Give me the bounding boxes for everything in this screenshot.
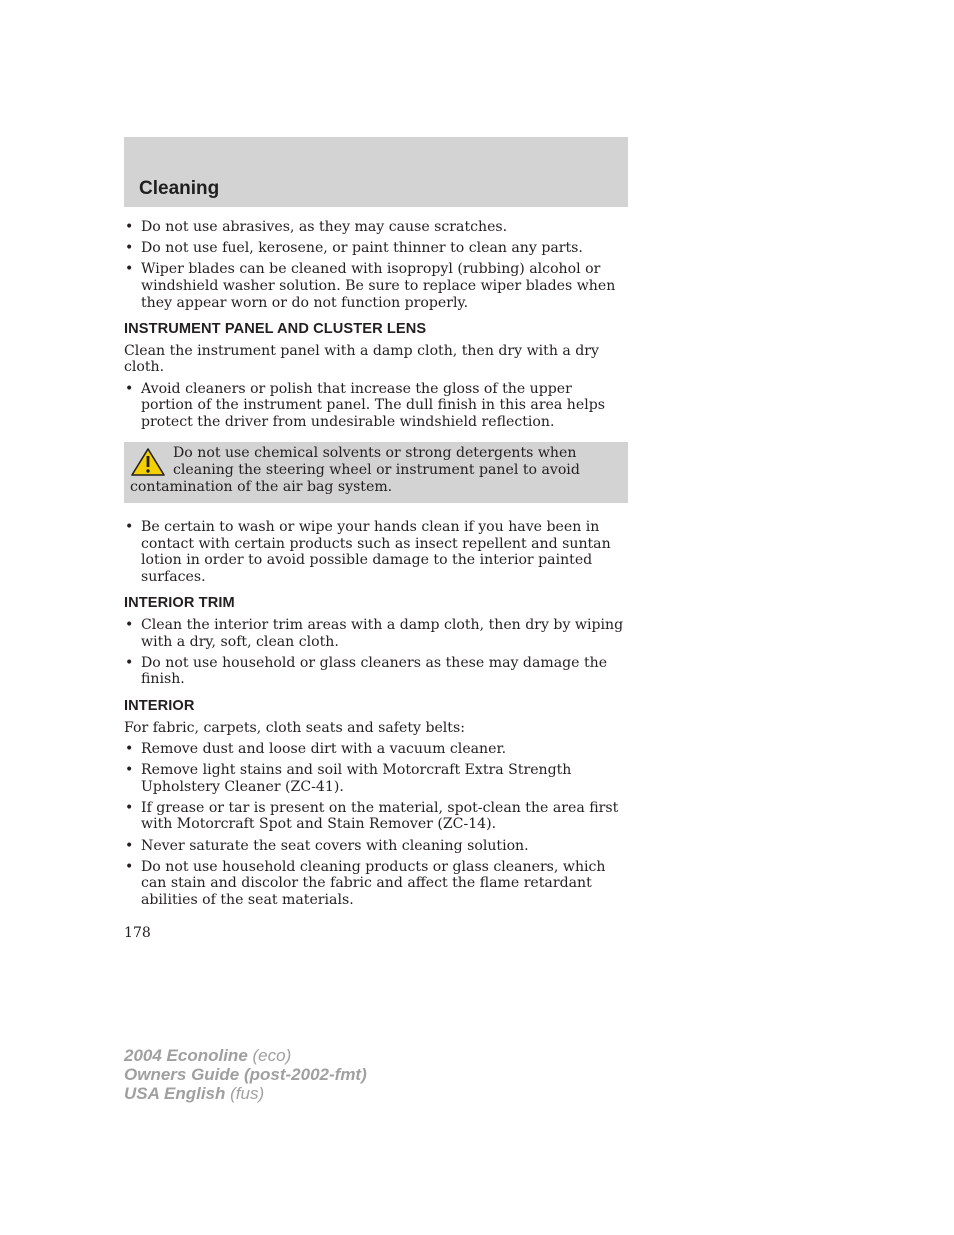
list-item: • Do not use fuel, kerosene, or paint thinner to clean any parts.: [124, 240, 628, 257]
footer-line-1: [124, 1046, 367, 1065]
paragraph-instrument-intro: Clean the instrument panel with a damp cloth, then dry with a dry cloth.: [124, 342, 599, 376]
list-item: • Do not use household cleaning products or glass cleaners, which can stain and discolor the fabric and affect the flame retardant abilities of the seat materials.: [124, 859, 628, 909]
list-item: • Do not use household or glass cleaners as these may damage the finish.: [124, 655, 628, 688]
list-item: • Do not use abrasives, as they may cause scratches.: [124, 219, 628, 236]
list-item: • Never saturate the seat covers with cleaning solution.: [124, 838, 628, 855]
bullet-list-top: [124, 219, 628, 311]
heading-interior: INTERIOR: [124, 698, 195, 715]
section-header-band: [124, 137, 628, 207]
footer-line-2: [124, 1065, 367, 1084]
heading-interior-trim: INTERIOR TRIM: [124, 595, 235, 612]
page-content: [124, 219, 628, 913]
footer-model: 2004 Econoline: [124, 1046, 248, 1065]
footer-model-code: (eco): [252, 1046, 292, 1065]
warning-box: [124, 442, 628, 503]
list-item: • If grease or tar is present on the material, spot-clean the area first with Motorcraft Spot and Stain Remover (ZC-14).: [124, 800, 628, 833]
section-title: Cleaning: [139, 178, 220, 199]
list-item: • Remove light stains and soil with Motorcraft Extra Strength Upholstery Cleaner (ZC-41).: [124, 762, 628, 795]
list-item: • Remove dust and loose dirt with a vacuum cleaner.: [124, 741, 628, 758]
heading-instrument-panel: INSTRUMENT PANEL AND CLUSTER LENS: [124, 321, 427, 338]
list-item: • Avoid cleaners or polish that increase the gloss of the upper portion of the instrument panel. The dull finish in this area helps protect the driver from undesirable windshield reflection.: [124, 381, 628, 431]
bullet-list-instrument: [124, 381, 628, 431]
footer-language: USA English: [124, 1084, 226, 1103]
bullet-list-instrument-after: [124, 519, 628, 585]
footer-language-code: (fus): [230, 1084, 265, 1103]
bullet-list-interior-trim: [124, 617, 628, 688]
document-footer: [124, 1046, 367, 1103]
bullet-list-interior: [124, 741, 628, 909]
paragraph-interior-intro: For fabric, carpets, cloth seats and safety belts:: [124, 719, 465, 736]
list-item: • Be certain to wash or wipe your hands clean if you have been in contact with certain products such as insect repellent and suntan lotion in order to avoid possible damage to the interior painted surfaces.: [124, 519, 628, 585]
list-item: • Wiper blades can be cleaned with isopropyl (rubbing) alcohol or windshield washer solution. Be sure to replace wiper blades when they appear worn or do not function properly.: [124, 261, 628, 311]
list-item: • Clean the interior trim areas with a damp cloth, then dry by wiping with a dry, soft, clean cloth.: [124, 617, 628, 650]
page-number: 178: [124, 925, 151, 941]
warning-triangle-icon: [130, 447, 166, 477]
footer-line-3: [124, 1084, 367, 1103]
warning-text: Do not use chemical solvents or strong detergents when cleaning the steering wheel or instrument panel to avoid contamination of the air bag system.: [130, 445, 580, 495]
footer-guide: Owners Guide (post-2002-fmt): [124, 1065, 367, 1084]
